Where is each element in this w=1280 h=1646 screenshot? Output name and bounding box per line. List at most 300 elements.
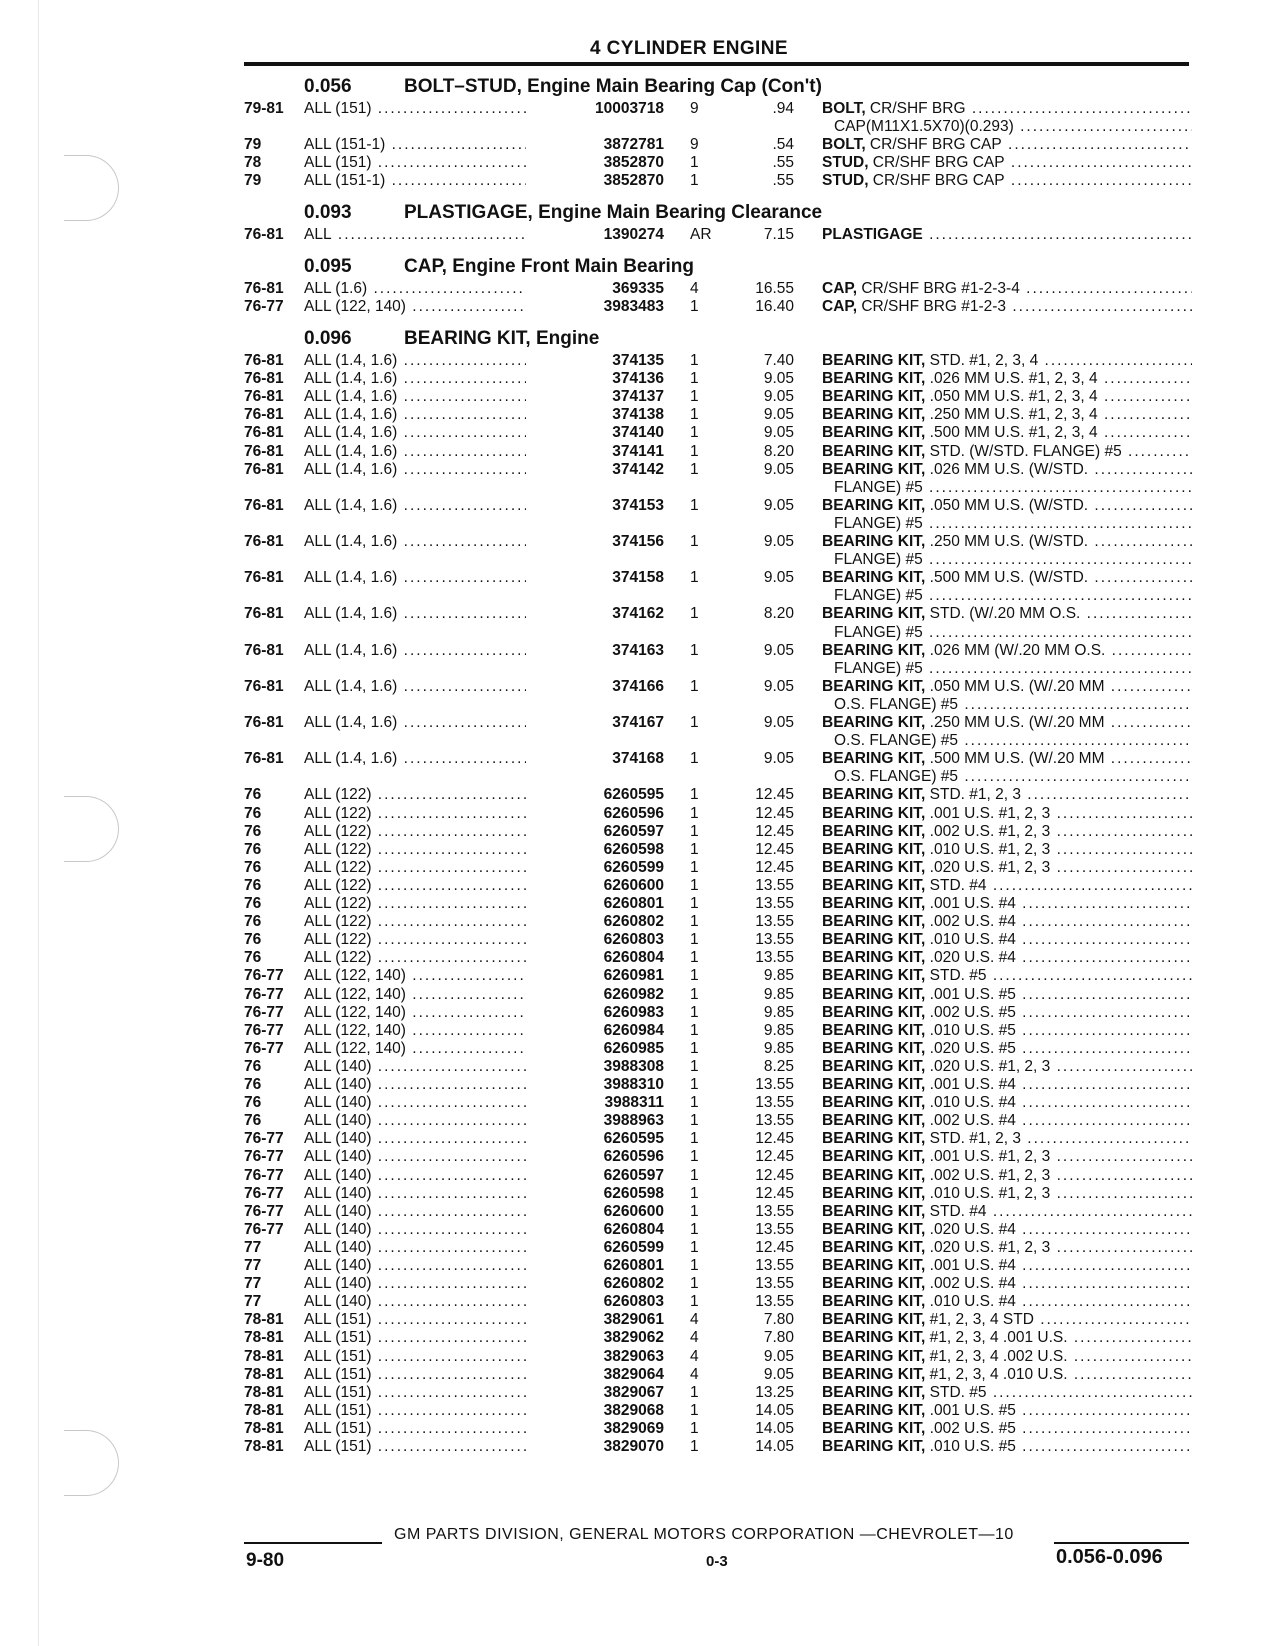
part-row [244,1239,1194,1257]
part-name: BEARING KIT, [822,496,926,514]
section-number: 0.096 [304,328,352,349]
part-description: BEARING KIT, .010 U.S. #1, 2, 3 ..... [822,1185,1192,1203]
part-name: STUD, [822,154,869,172]
application: ALL (151) ..... [304,1384,526,1402]
quantity: 9 [690,100,699,117]
model-years: 76-77 [244,1003,284,1021]
quantity: 1 [690,352,699,369]
part-number: 374137 [612,388,664,406]
part-row [244,1275,1194,1293]
model-years: 76-81 [244,641,284,659]
part-description-cont: FLANGE) #5 ..... [834,479,1192,497]
part-description: BEARING KIT, .020 U.S. #1, 2, 3 ..... [822,859,1192,877]
application: ALL (1.4, 1.6) ..... [304,750,526,768]
application: ALL (1.4, 1.6) ..... [304,388,526,406]
price: 12.45 [755,1238,794,1256]
quantity: 1 [690,388,699,406]
footer-page-number: 0-3 [706,1553,728,1570]
part-row [244,388,1194,406]
part-row [244,1167,1194,1185]
part-description: BEARING KIT, #1, 2, 3, 4 STD ..... [822,1311,1192,1329]
model-years: 76-81 [244,226,284,243]
model-years: 76-81 [244,677,284,695]
model-years: 76-81 [244,424,284,442]
price: 13.55 [755,1112,794,1130]
part-number: 6260598 [603,1184,664,1202]
part-description [822,226,1192,244]
part-row-continuation [244,660,1194,678]
footer-rule-left [244,1542,382,1544]
price: .54 [772,136,794,154]
price: 13.55 [755,1257,794,1274]
part-row-continuation [244,515,1194,533]
model-years: 77 [244,1275,262,1293]
model-years: 78 [244,154,262,172]
part-row [244,1293,1194,1311]
section-title: PLASTIGAGE, Engine Main Bearing Clearance [404,202,823,223]
model-years: 76 [244,786,262,804]
section-heading [304,202,822,224]
part-row [244,895,1194,913]
application: ALL (1.4, 1.6) ..... [304,352,526,370]
part-description: BEARING KIT, .020 U.S. #4 ..... [822,1221,1192,1239]
model-years: 79 [244,136,262,154]
part-number: 374158 [612,569,664,587]
part-description: BEARING KIT, STD. #1, 2, 3 ..... [822,1130,1192,1148]
price: 9.05 [763,714,794,731]
part-number: 374136 [612,370,664,388]
part-description: BOLT, CR/SHF BRG CAP ..... [822,136,1192,154]
price: .94 [772,100,794,117]
quantity: 1 [690,496,699,514]
application: ALL (140) ..... [304,1275,526,1293]
price: 9.05 [763,641,794,659]
quantity: 1 [690,1275,699,1293]
quantity: 1 [690,370,699,388]
quantity: 1 [690,1057,699,1075]
application: ALL (151) ..... [304,1402,526,1420]
application: ALL (122) ..... [304,841,526,859]
part-number: 6260802 [603,913,664,931]
part-number: 6260803 [603,1293,664,1311]
application: ALL (122) ..... [304,895,526,913]
page-title: 4 CYLINDER ENGINE [590,38,788,59]
quantity: 1 [690,460,699,478]
part-row [244,1076,1194,1094]
part-number: 6260599 [603,858,664,876]
footer-publisher: GM PARTS DIVISION, GENERAL MOTORS CORPORATION —CHEVROLET—10 [394,1526,1014,1543]
part-row-continuation [244,479,1194,497]
part-row [244,1348,1194,1366]
model-years: 79-81 [244,100,284,117]
model-years: 78-81 [244,1347,284,1365]
part-name: BEARING KIT, [822,352,926,369]
application: ALL (122, 140) ..... [304,967,526,985]
part-description: BEARING KIT, STD. #5 ..... [822,967,1192,985]
part-description: CAP, CR/SHF BRG #1-2-3 ..... [822,298,1192,316]
application: ALL (1.4, 1.6) ..... [304,642,526,660]
quantity: 1 [690,1148,699,1166]
part-name: BEARING KIT, [822,1076,926,1093]
part-description: BEARING KIT, .010 U.S. #4 ..... [822,1293,1192,1311]
model-years: 76-81 [244,714,284,731]
footer-date: 9-80 [246,1550,285,1571]
part-name: BEARING KIT, [822,370,926,388]
part-description: BEARING KIT, .020 U.S. #1, 2, 3 ..... [822,1239,1192,1257]
part-number: 6260595 [603,786,664,804]
part-name: PLASTIGAGE [822,226,923,243]
quantity: 1 [690,786,699,804]
model-years: 76 [244,822,262,840]
part-description: BEARING KIT, .001 U.S. #5 ..... [822,986,1192,1004]
part-row-continuation [244,624,1194,642]
model-years: 76 [244,931,262,949]
quantity: 1 [690,1238,699,1256]
application: ALL (151) ..... [304,1420,526,1438]
price: 8.25 [763,1057,794,1075]
application: ALL (140) ..... [304,1185,526,1203]
part-description: BEARING KIT, .002 U.S. #1, 2, 3 ..... [822,1167,1192,1185]
model-years: 76-77 [244,1021,284,1039]
part-name: BEARING KIT, [822,533,926,550]
part-name: BEARING KIT, [822,569,926,587]
part-number: 374168 [612,750,664,768]
application: ALL (1.4, 1.6) ..... [304,569,526,587]
application: ALL (1.4, 1.6) ..... [304,678,526,696]
model-years: 78-81 [244,1419,284,1437]
part-row [244,678,1194,696]
section-number: 0.056 [304,76,352,97]
binder-hole [64,155,119,221]
part-name: BEARING KIT, [822,840,926,858]
part-number: 374166 [612,677,664,695]
application: ALL (1.4, 1.6) ..... [304,461,526,479]
model-years: 76 [244,895,262,912]
quantity: 1 [690,154,699,172]
application: ALL (140) ..... [304,1221,526,1239]
part-number: 374138 [612,406,664,424]
part-row [244,859,1194,877]
price: 12.45 [755,1166,794,1184]
part-description: BEARING KIT, .002 U.S. #1, 2, 3 ..... [822,823,1192,841]
part-description: BEARING KIT, #1, 2, 3, 4 .010 U.S. ..... [822,1366,1192,1384]
model-years: 76-77 [244,985,284,1003]
part-name: BEARING KIT, [822,1057,926,1075]
model-years: 78-81 [244,1401,284,1419]
part-description: BEARING KIT, STD. #1, 2, 3 ..... [822,786,1192,804]
application: ALL (140) ..... [304,1257,526,1275]
footer-section-range: 0.056-0.096 [1056,1546,1163,1568]
price: 13.55 [755,931,794,949]
part-number: 3988311 [604,1094,664,1112]
application: ALL (122) ..... [304,859,526,877]
part-name: BEARING KIT, [822,424,926,442]
part-description: BEARING KIT, .020 U.S. #5 ..... [822,1040,1192,1058]
model-years: 76 [244,1112,262,1130]
section-title: CAP, Engine Front Main Bearing [404,256,694,277]
part-description: BEARING KIT, STD. (W/.20 MM O.S. ..... [822,605,1192,623]
model-years: 79 [244,172,262,190]
part-description: BEARING KIT, .001 U.S. #4 ..... [822,1076,1192,1094]
part-description: BOLT, CR/SHF BRG ..... [822,100,1192,118]
part-number: 3829070 [603,1438,664,1455]
quantity: 4 [690,1311,699,1329]
part-number: 3829068 [603,1401,664,1419]
part-number: 374135 [612,352,664,369]
part-row [244,841,1194,859]
quantity: 4 [690,1347,699,1365]
part-description: BEARING KIT, .010 U.S. #5 ..... [822,1438,1192,1456]
part-number: 3852870 [603,154,664,172]
part-row [244,154,1194,172]
model-years: 76 [244,840,262,858]
part-description: BEARING KIT, .002 U.S. #5 ..... [822,1004,1192,1022]
part-name: BEARING KIT, [822,1347,926,1365]
part-row [244,406,1194,424]
part-number: 6260598 [603,840,664,858]
part-description: BEARING KIT, .500 MM U.S. (W/.20 MM ..... [822,750,1192,768]
part-description-cont: FLANGE) #5 ..... [834,624,1192,642]
part-row [244,1185,1194,1203]
part-row [244,750,1194,768]
part-number: 6260984 [603,1021,664,1039]
quantity: 1 [690,750,699,768]
part-description: BEARING KIT, .500 MM U.S. (W/STD. ..... [822,569,1192,587]
quantity: 1 [690,424,699,442]
part-row-continuation [244,696,1194,714]
part-number: 3829064 [603,1365,664,1383]
price: 9.05 [763,406,794,424]
part-row [244,461,1194,479]
part-row [244,1203,1194,1221]
quantity: 1 [690,1076,699,1093]
part-number: 3872781 [603,136,664,154]
model-years: 76-81 [244,750,284,768]
part-description: BEARING KIT, .001 U.S. #5 ..... [822,1402,1192,1420]
part-number: 3983483 [603,298,664,316]
price: 12.45 [755,1130,794,1148]
price: 14.05 [755,1438,794,1455]
part-description: BEARING KIT, .250 MM U.S. (W/STD. ..... [822,533,1192,551]
quantity: 1 [690,822,699,840]
part-number: 3988310 [603,1076,664,1093]
model-years: 76-81 [244,388,284,406]
part-row [244,1004,1194,1022]
quantity: 1 [690,1094,699,1112]
part-name: BEARING KIT, [822,442,926,460]
part-row [244,352,1194,370]
model-years: 76 [244,876,262,894]
part-number: 10003718 [595,100,664,117]
part-name: BEARING KIT, [822,804,926,822]
part-description: BEARING KIT, STD. #1, 2, 3, 4 ..... [822,352,1192,370]
model-years: 76-81 [244,370,284,388]
quantity: 1 [690,1184,699,1202]
part-number: 6260982 [603,985,664,1003]
part-row-continuation [244,587,1194,605]
part-number: 6260600 [603,1202,664,1220]
application: ALL (151) ..... [304,154,526,172]
quantity: 9 [690,136,699,154]
part-row [244,1257,1194,1275]
part-description-cont: O.S. FLANGE) #5 ..... [834,768,1192,786]
part-row [244,136,1194,154]
part-name: BEARING KIT, [822,1438,926,1455]
part-number: 3829069 [603,1419,664,1437]
part-name: BEARING KIT, [822,786,926,804]
model-years: 76-81 [244,280,284,297]
model-years: 76-81 [244,442,284,460]
part-number: 374156 [612,533,664,550]
part-row [244,497,1194,515]
part-name: BEARING KIT, [822,1311,926,1329]
model-years: 76-77 [244,298,284,316]
part-row [244,370,1194,388]
quantity: 1 [690,876,699,894]
price: 13.55 [755,949,794,967]
part-description: CAP, CR/SHF BRG #1-2-3-4 ..... [822,280,1192,298]
part-row [244,1329,1194,1347]
part-row [244,1438,1194,1456]
part-name: BEARING KIT, [822,1275,926,1293]
quantity: 1 [690,172,699,190]
part-name: BEARING KIT, [822,1094,926,1112]
section-title: BEARING KIT, Engine [404,328,600,349]
application: ALL (122) ..... [304,805,526,823]
part-row [244,1366,1194,1384]
part-row [244,298,1194,316]
quantity: 1 [690,1257,699,1274]
price: 7.80 [763,1329,794,1347]
part-description-cont: FLANGE) #5 ..... [834,551,1192,569]
price: .55 [772,154,794,172]
price: 9.05 [763,1347,794,1365]
part-row [244,1058,1194,1076]
part-description: BEARING KIT, .002 U.S. #4 ..... [822,1112,1192,1130]
part-description: STUD, CR/SHF BRG CAP ..... [822,154,1192,172]
quantity: 1 [690,1202,699,1220]
quantity: 1 [690,641,699,659]
application: ALL (1.4, 1.6) ..... [304,406,526,424]
section-heading [304,76,822,98]
part-name: BEARING KIT, [822,605,926,623]
price: 14.05 [755,1419,794,1437]
model-years: 76-77 [244,1039,284,1057]
part-name: BEARING KIT, [822,1365,926,1383]
quantity: 1 [690,569,699,587]
part-number: 3988308 [603,1057,664,1075]
application: ALL (122) ..... [304,949,526,967]
part-row [244,172,1194,190]
application: ALL (122) ..... [304,913,526,931]
part-name: BEARING KIT, [822,858,926,876]
footer-rule-right [1054,1542,1189,1544]
quantity: 1 [690,804,699,822]
price: 12.45 [755,840,794,858]
application: ALL (122) ..... [304,786,526,804]
application: ALL (151) ..... [304,1438,526,1456]
price: 9.05 [763,569,794,587]
part-description: BEARING KIT, .026 MM U.S. #1, 2, 3, 4 ..... [822,370,1192,388]
part-row [244,1148,1194,1166]
part-number: 3852870 [603,172,664,190]
part-number: 374162 [612,605,664,623]
application: ALL (122, 140) ..... [304,1040,526,1058]
part-row [244,533,1194,551]
model-years: 76-77 [244,1148,284,1166]
part-description: BEARING KIT, .001 U.S. #1, 2, 3 ..... [822,1148,1192,1166]
application: ALL (140) ..... [304,1094,526,1112]
application: ALL (1.4, 1.6) ..... [304,605,526,623]
part-description-cont: FLANGE) #5 ..... [834,660,1192,678]
price: 9.85 [763,1039,794,1057]
application: ALL (151) ..... [304,1348,526,1366]
quantity: 1 [690,1419,699,1437]
part-name: BEARING KIT, [822,1257,926,1274]
application: ALL (140) ..... [304,1203,526,1221]
price: 9.05 [763,388,794,406]
part-name: BEARING KIT, [822,913,926,931]
application: ALL (151) ..... [304,100,526,118]
quantity: 1 [690,1293,699,1311]
quantity: 1 [690,1112,699,1130]
price: 13.55 [755,1076,794,1093]
part-description-cont: FLANGE) #5 ..... [834,515,1192,533]
part-number: 374163 [612,641,664,659]
part-description: BEARING KIT, STD. #4 ..... [822,877,1192,895]
price: 7.80 [763,1311,794,1329]
price: 12.45 [755,1184,794,1202]
application: ALL (1.4, 1.6) ..... [304,370,526,388]
price: 9.05 [763,750,794,768]
part-name: BEARING KIT, [822,1202,926,1220]
price: 9.85 [763,1003,794,1021]
model-years: 76-81 [244,533,284,550]
part-row [244,1384,1194,1402]
part-row-continuation [244,732,1194,750]
part-number: 374167 [612,714,664,731]
part-description-cont: O.S. FLANGE) #5 ..... [834,696,1192,714]
section-heading [304,328,599,350]
part-row-continuation [244,768,1194,786]
application: ALL (122, 140) ..... [304,298,526,316]
quantity: 1 [690,1021,699,1039]
model-years: 76-77 [244,967,284,985]
part-name: BEARING KIT, [822,1238,926,1256]
quantity: 1 [690,949,699,967]
model-years: 76-77 [244,1202,284,1220]
part-row [244,1040,1194,1058]
part-name: BEARING KIT, [822,460,926,478]
price: .55 [772,172,794,190]
model-years: 78-81 [244,1329,284,1347]
application: ALL (1.4, 1.6) ..... [304,443,526,461]
price: 13.55 [755,1202,794,1220]
part-description: BEARING KIT, .002 U.S. #4 ..... [822,913,1192,931]
part-description: BEARING KIT, #1, 2, 3, 4 .002 U.S. ..... [822,1348,1192,1366]
quantity: 1 [690,533,699,550]
part-number: 6260983 [603,1003,664,1021]
binder-hole [64,796,119,862]
part-number: 3829061 [603,1311,664,1329]
application: ALL (122) ..... [304,877,526,895]
application: ALL ..... [304,226,526,244]
part-row [244,931,1194,949]
part-number: 6260596 [603,804,664,822]
part-number: 374153 [612,496,664,514]
quantity: 1 [690,442,699,460]
model-years: 77 [244,1293,262,1311]
